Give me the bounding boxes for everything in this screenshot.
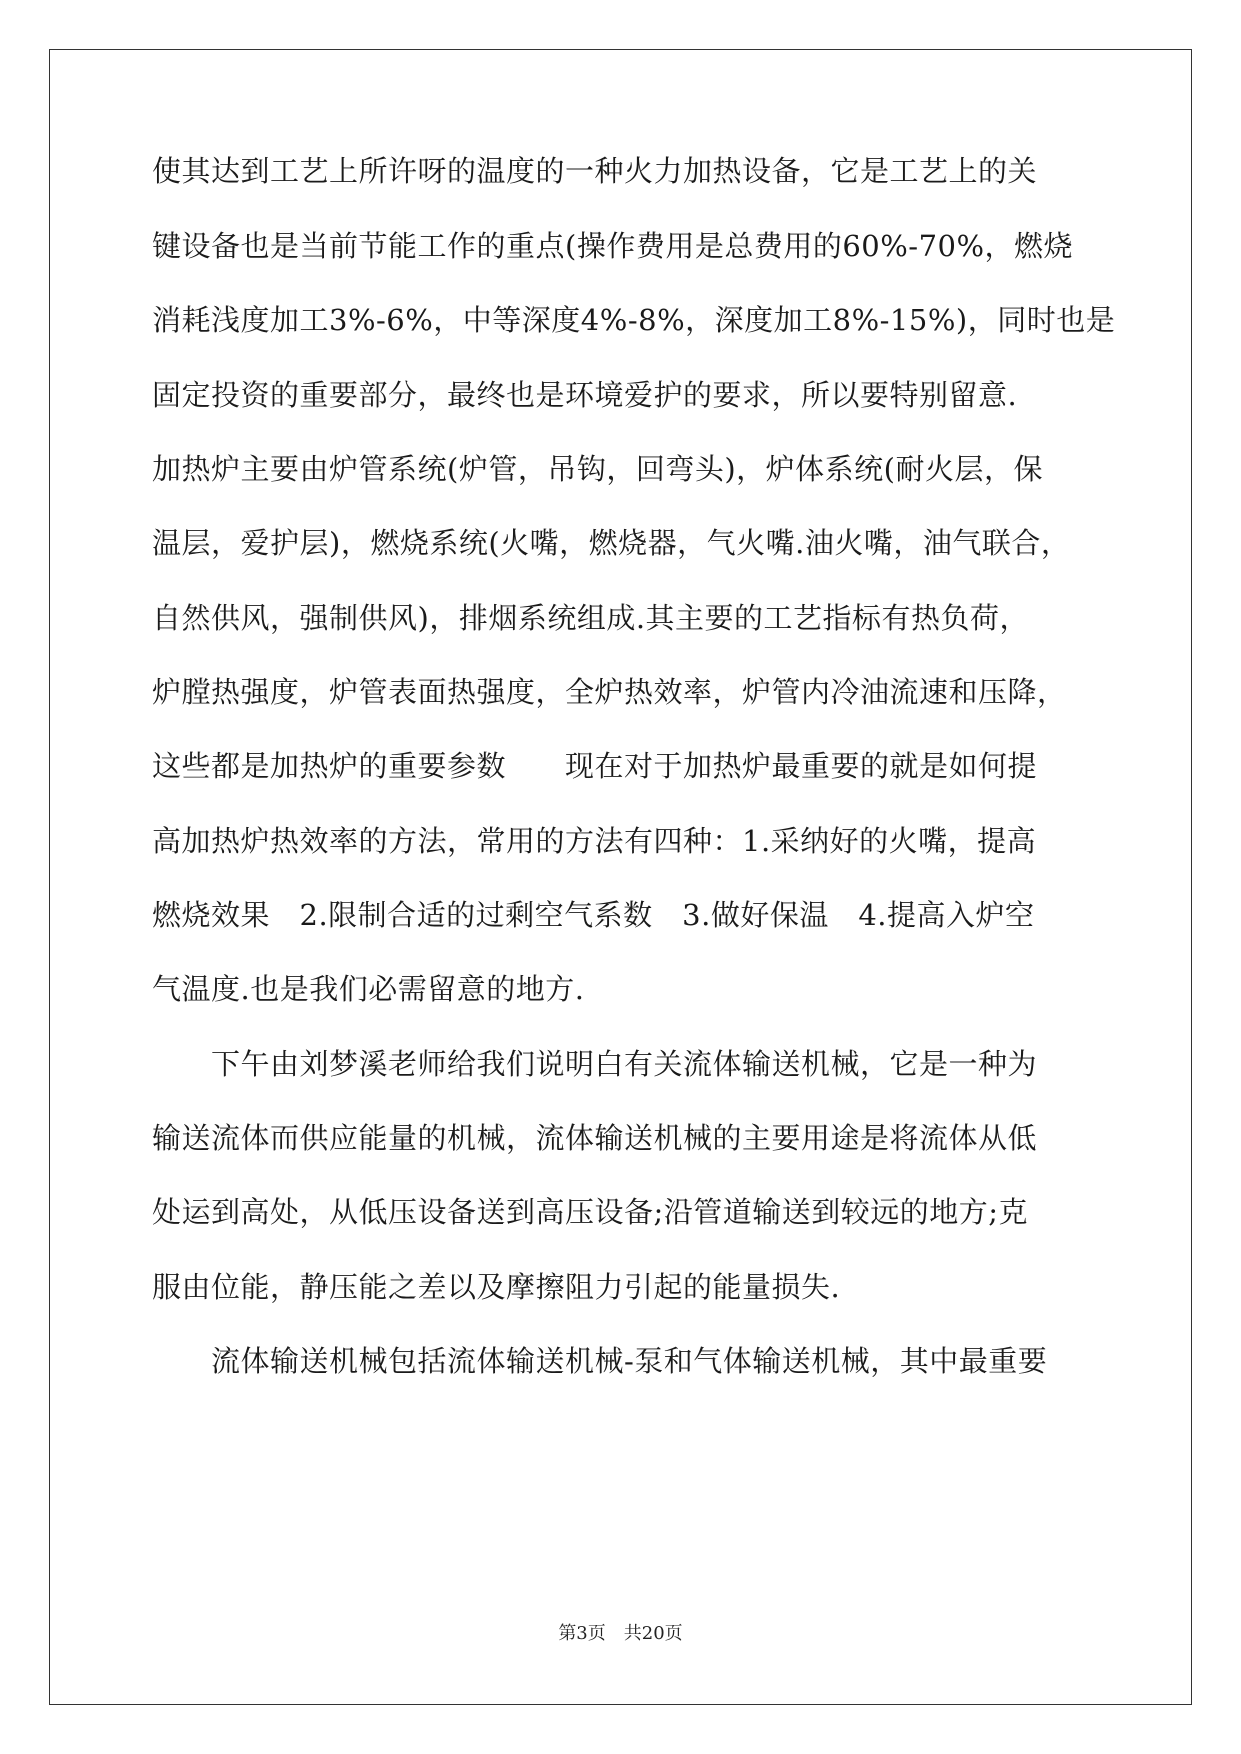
page-border [49, 49, 1192, 1705]
body-text-line: 加热炉主要由炉管系统(炉管，吊钩，回弯头)，炉体系统(耐火层，保 [152, 452, 1043, 486]
body-text-line: 使其达到工艺上所许呀的温度的一种火力加热设备，它是工艺上的关 [152, 154, 1038, 188]
body-text-line: 燃烧效果 2.限制合适的过剩空气系数 3.做好保温 4.提高入炉空 [152, 898, 1035, 932]
body-text-line: 处运到高处，从低压设备送到高压设备;沿管道输送到较远的地方;克 [152, 1195, 1029, 1229]
body-text-line: 固定投资的重要部分，最终也是环境爱护的要求，所以要特别留意. [152, 378, 1018, 412]
body-text-line: 自然供风，强制供风)，排烟系统组成.其主要的工艺指标有热负荷， [152, 601, 1030, 635]
body-text-line: 炉膛热强度，炉管表面热强度，全炉热效率，炉管内冷油流速和压降， [152, 675, 1067, 709]
page-number-footer: 第3页 共20页 [558, 1623, 683, 1644]
body-text-line: 这些都是加热炉的重要参数 现在对于加热炉最重要的就是如何提 [152, 749, 1038, 783]
body-text-line: 温层，爱护层)，燃烧系统(火嘴，燃烧器，气火嘴.油火嘴，油气联合， [152, 526, 1071, 560]
body-text-line: 输送流体而供应能量的机械，流体输送机械的主要用途是将流体从低 [152, 1121, 1038, 1155]
body-text-line: 气温度.也是我们必需留意的地方. [152, 972, 585, 1006]
body-text-line: 服由位能，静压能之差以及摩擦阻力引起的能量损失. [152, 1270, 841, 1304]
body-text-line: 下午由刘梦溪老师给我们说明白有关流体输送机械，它是一种为 [152, 1047, 1038, 1081]
body-text-line: 高加热炉热效率的方法，常用的方法有四种：1.采纳好的火嘴，提高 [152, 824, 1037, 858]
body-text-line: 键设备也是当前节能工作的重点(操作费用是总费用的60%-70%，燃烧 [152, 229, 1074, 263]
body-text-line: 流体输送机械包括流体输送机械-泵和气体输送机械，其中最重要 [152, 1344, 1048, 1378]
body-text-line: 消耗浅度加工3%-6%，中等深度4%-8%，深度加工8%-15%)，同时也是 [152, 303, 1116, 337]
